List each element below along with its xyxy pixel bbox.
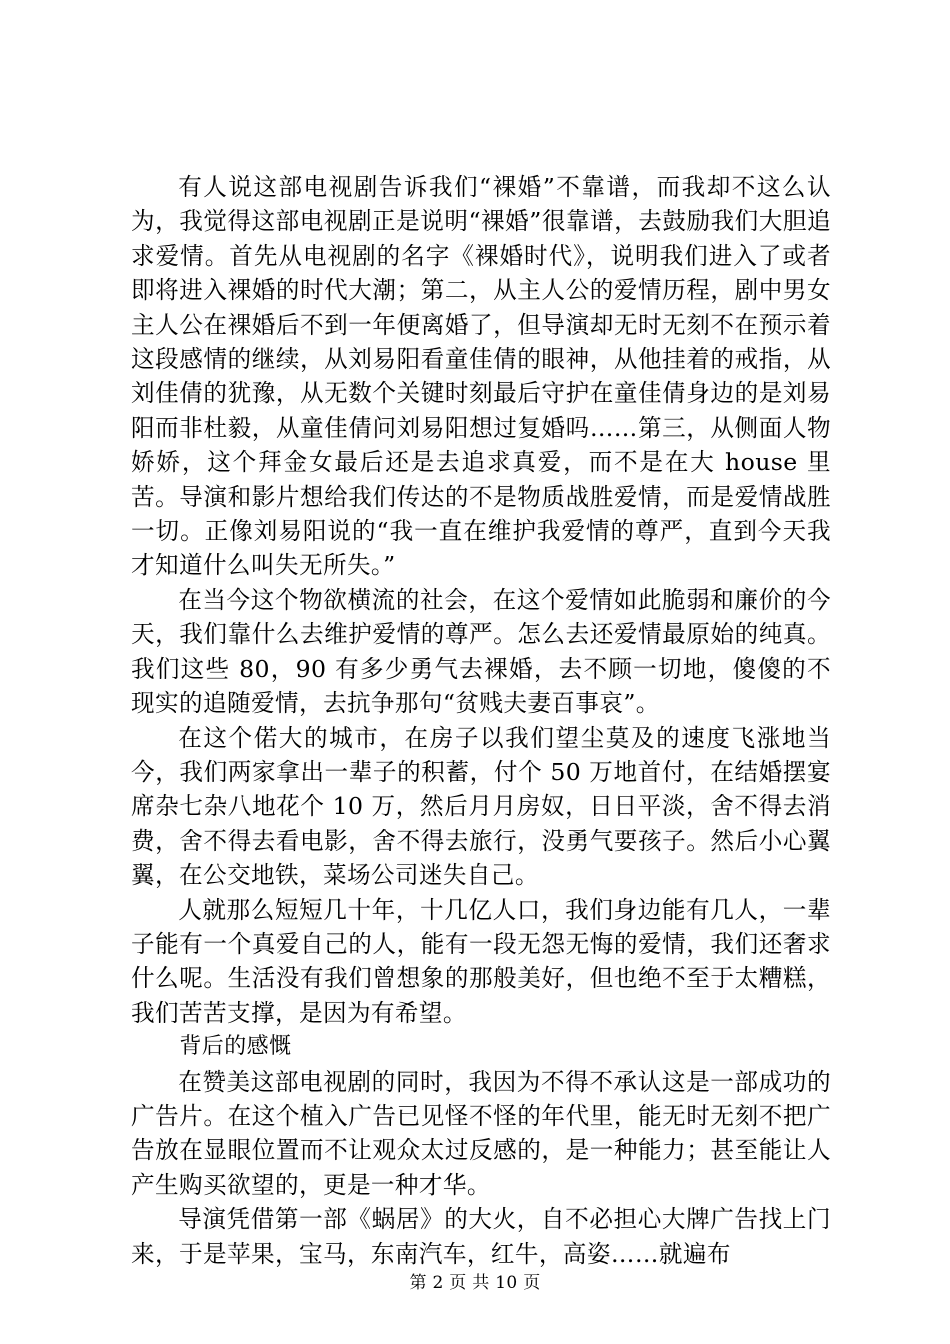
paragraph: 在赞美这部电视剧的同时，我因为不得不承认这是一部成功的广告片。在这个植入广告已见怪不怪的年代里，能无时无刻不把广告放在显眼位置而不让观众太过反感的，是一种能力；甚至能让人产生购买欲望的，更是一种才华。 xyxy=(131,1067,831,1199)
document-body xyxy=(131,170,831,1271)
paragraph: 在这个偌大的城市，在房子以我们望尘莫及的速度飞涨地当今，我们两家拿出一辈子的积蓄，付个 50 万地首付，在结婚摆宴席杂七杂八地花个 10 万，然后月月房奴，日日平淡，舍不得去消费，舍不得去看电影，舍不得去旅行，没勇气要孩子。然后小心翼翼，在公交地铁，菜场公司迷失自己。 xyxy=(131,723,831,890)
paragraph: 人就那么短短几十年，十几亿人口，我们身边能有几人，一辈子能有一个真爱自己的人，能有一段无怨无悔的爱情，我们还奢求什么呢。生活没有我们曾想象的那般美好，但也绝不至于太糟糕，我们苦苦支撑，是因为有希望。 xyxy=(131,895,831,1027)
section-heading: 背后的感慨 xyxy=(179,1034,292,1060)
paragraph: 在当今这个物欲横流的社会，在这个爱情如此脆弱和廉价的今天，我们靠什么去维护爱情的尊严。怎么去还爱情最原始的纯真。我们这些 80，90 有多少勇气去裸婚，去不顾一切地，傻傻的不现实的追随爱情，去抗争那句“贫贱夫妻百事哀”。 xyxy=(131,585,831,718)
page-footer: 第 2 页 共 10 页 xyxy=(409,1273,541,1293)
paragraph: 有人说这部电视剧告诉我们“裸婚”不靠谱，而我却不这么认为，我觉得这部电视剧正是说明“裸婚”很靠谱，去鼓励我们大胆追求爱情。首先从电视剧的名字《裸婚时代》，说明我们进入了或者即将进入裸婚的时代大潮；第二，从主人公的爱情历程，剧中男女主人公在裸婚后不到一年便离婚了，但导演却无时无刻不在预示着这段感情的继续，从刘易阳看童佳倩的眼神，从他挂着的戒指，从刘佳倩的犹豫，从无数个关键时刻最后守护在童佳倩身边的是刘易阳而非杜毅，从童佳倩问刘易阳想过复婚吗……第三，从侧面人物娇娇，这个拜金女最后还是去追求真爱，而不是在大 house 里苦。导演和影片想给我们传达的不是物质战胜爱情，而是爱情战胜一切。正像刘易阳说的“我一直在维护我爱情的尊严，直到今天我才知道什么叫失无所失。” xyxy=(131,173,831,580)
paragraph: 导演凭借第一部《蜗居》的大火，自不必担心大牌广告找上门来，于是苹果，宝马，东南汽车，红牛，高姿……就遍布 xyxy=(131,1205,831,1268)
